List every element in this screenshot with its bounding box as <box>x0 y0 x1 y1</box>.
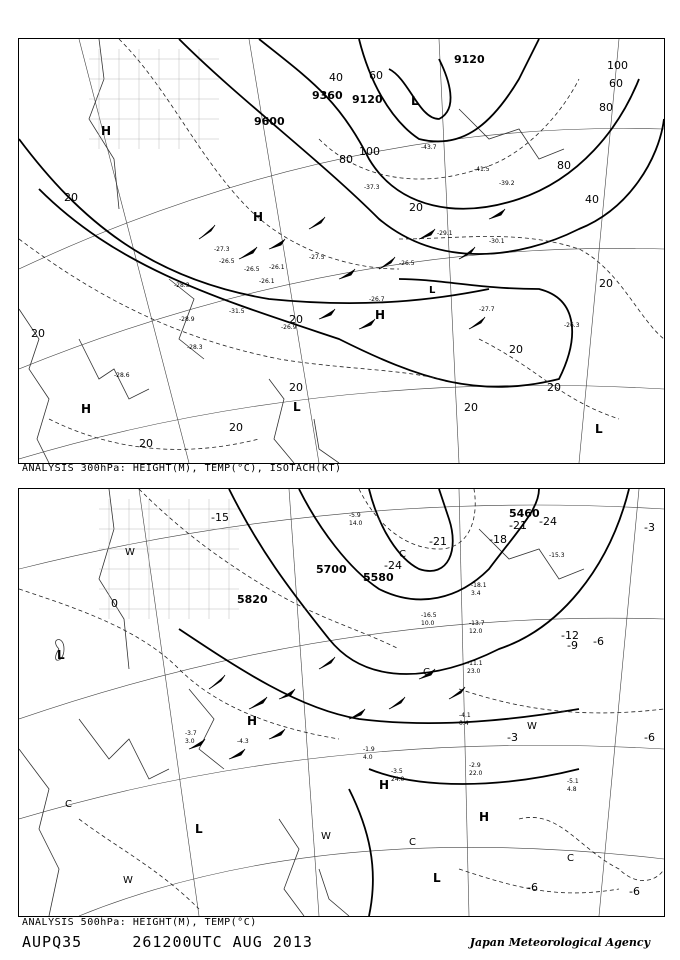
high-mark: H <box>101 124 112 138</box>
svg-text:-31.5: -31.5 <box>229 308 245 315</box>
height-labels <box>237 507 540 606</box>
svg-text:-26.3: -26.3 <box>564 322 580 329</box>
pressure-marks <box>57 648 489 885</box>
svg-text:C: C <box>567 853 574 864</box>
svg-text:W: W <box>527 721 537 732</box>
height-label: 5580 <box>363 571 394 584</box>
height-label: 9600 <box>254 115 285 128</box>
svg-text:-5.1: -5.1 <box>567 778 579 785</box>
isotach-label: 20 <box>229 421 243 434</box>
isotach-label: 20 <box>31 327 45 340</box>
isotach-label: 20 <box>289 381 303 394</box>
svg-text:C: C <box>423 667 430 678</box>
svg-text:-26.9: -26.9 <box>281 324 297 331</box>
svg-text:-26.1: -26.1 <box>259 278 275 285</box>
svg-text:3.4: 3.4 <box>471 590 481 597</box>
low-mark: L <box>595 422 603 436</box>
svg-text:-28.9: -28.9 <box>179 316 195 323</box>
svg-text:-26.1: -26.1 <box>269 264 285 271</box>
svg-text:-9: -9 <box>567 639 578 652</box>
isotach-label: 20 <box>599 277 613 290</box>
low-mark: L <box>293 400 301 414</box>
svg-text:C: C <box>409 837 416 848</box>
svg-text:-28.3: -28.3 <box>174 282 190 289</box>
isotach-label: 80 <box>599 101 613 114</box>
svg-text:12.0: 12.0 <box>469 628 483 635</box>
svg-text:4.8: 4.8 <box>567 786 577 793</box>
svg-text:-18: -18 <box>489 533 507 546</box>
isotach-label: 20 <box>289 313 303 326</box>
high-mark: H <box>253 210 264 224</box>
svg-text:-24: -24 <box>539 515 557 528</box>
svg-text:-12: -12 <box>561 629 579 642</box>
high-mark: H <box>479 810 490 824</box>
svg-text:22.0: 22.0 <box>469 770 483 777</box>
svg-text:W: W <box>125 547 135 558</box>
svg-text:-28.3: -28.3 <box>187 344 203 351</box>
low-mark: L <box>57 648 65 662</box>
svg-text:-26.5: -26.5 <box>399 260 415 267</box>
isotach-label: 20 <box>64 191 78 204</box>
svg-text:-13.7: -13.7 <box>469 620 485 627</box>
svg-text:4.0: 4.0 <box>363 754 373 761</box>
isotach-label: 20 <box>509 343 523 356</box>
svg-text:-26.5: -26.5 <box>244 266 260 273</box>
isotach-label: 20 <box>409 201 423 214</box>
svg-text:-6: -6 <box>629 885 640 898</box>
svg-text:-21: -21 <box>429 535 447 548</box>
svg-text:-3: -3 <box>507 731 518 744</box>
svg-text:-11.1: -11.1 <box>467 660 483 667</box>
svg-text:-1.9: -1.9 <box>363 746 375 753</box>
isotach-label: 100 <box>359 145 380 158</box>
svg-text:-30.1: -30.1 <box>489 238 505 245</box>
chart-300hpa-canvas <box>19 39 664 463</box>
svg-text:0: 0 <box>111 597 118 610</box>
low-mark: L <box>411 94 419 108</box>
isotach-label: 100 <box>607 59 628 72</box>
svg-text:-29.1: -29.1 <box>437 230 453 237</box>
svg-text:-24: -24 <box>384 559 402 572</box>
svg-text:-3.5: -3.5 <box>391 768 403 775</box>
isotach-label: 80 <box>557 159 571 172</box>
svg-text:-15.3: -15.3 <box>549 552 565 559</box>
svg-text:-3.7: -3.7 <box>185 730 197 737</box>
chart-500hpa <box>18 488 665 917</box>
valid-time: 261200UTC AUG 2013 <box>132 933 313 951</box>
dashed-contours <box>19 489 664 909</box>
svg-text:-27.5: -27.5 <box>309 254 325 261</box>
low-mark: L <box>433 871 441 885</box>
svg-text:-4.1: -4.1 <box>459 712 471 719</box>
svg-text:-39.2: -39.2 <box>499 180 515 187</box>
svg-text:C: C <box>65 799 72 810</box>
svg-text:-6: -6 <box>593 635 604 648</box>
low-mark: L <box>429 285 436 296</box>
height-label: 5700 <box>316 563 347 576</box>
svg-text:-4.3: -4.3 <box>237 738 249 745</box>
svg-text:10.0: 10.0 <box>421 620 435 627</box>
svg-text:-41.5: -41.5 <box>474 166 490 173</box>
height-label: 9360 <box>312 89 343 102</box>
coastlines <box>19 489 584 916</box>
svg-text:-3: -3 <box>644 521 655 534</box>
isotach-label: 60 <box>369 69 383 82</box>
isotach-label: 80 <box>339 153 353 166</box>
isotach-label: 20 <box>139 437 153 450</box>
height-label: 9120 <box>352 93 383 106</box>
graticule <box>19 39 664 463</box>
svg-text:-5.9: -5.9 <box>349 512 361 519</box>
isotach-label: 20 <box>464 401 478 414</box>
svg-text:W: W <box>123 875 133 886</box>
svg-text:-27.3: -27.3 <box>214 246 230 253</box>
low-mark: L <box>195 822 203 836</box>
chart-500hpa-canvas <box>19 489 664 916</box>
caption-500hpa: ANALYSIS 500hPa: HEIGHT(M), TEMP(°C) <box>22 917 257 928</box>
svg-text:-43.7: -43.7 <box>421 144 437 151</box>
svg-text:-26.7: -26.7 <box>369 296 385 303</box>
svg-text:-26.5: -26.5 <box>219 258 235 265</box>
high-mark: H <box>247 714 258 728</box>
caption-300hpa: ANALYSIS 300hPa: HEIGHT(M), TEMP(°C), ISOTACH(KT) <box>22 463 342 474</box>
svg-text:-6: -6 <box>644 731 655 744</box>
svg-text:3.0: 3.0 <box>185 738 195 745</box>
coastlines <box>19 39 564 463</box>
svg-text:-15: -15 <box>211 511 229 524</box>
svg-text:-18.1: -18.1 <box>471 582 487 589</box>
airmass-marks <box>65 547 574 886</box>
svg-text:-2.9: -2.9 <box>469 762 481 769</box>
svg-text:-37.3: -37.3 <box>364 184 380 191</box>
chart-300hpa <box>18 38 665 464</box>
svg-text:-27.7: -27.7 <box>479 306 495 313</box>
svg-text:-6: -6 <box>527 881 538 894</box>
height-label: 5460 <box>509 507 540 520</box>
svg-text:W: W <box>321 831 331 842</box>
product-header <box>22 933 313 951</box>
height-label: 5820 <box>237 593 268 606</box>
high-mark: H <box>81 402 92 416</box>
height-label: 9120 <box>454 53 485 66</box>
agency-name: Japan Meteorological Agency <box>469 936 650 949</box>
svg-text:14.0: 14.0 <box>349 520 363 527</box>
isotach-label: 20 <box>547 381 561 394</box>
isotach-label: 40 <box>585 193 599 206</box>
svg-text:24.0: 24.0 <box>391 776 405 783</box>
isotach-label: 60 <box>609 77 623 90</box>
svg-text:-16.5: -16.5 <box>421 612 437 619</box>
high-mark: H <box>379 778 390 792</box>
product-code: AUPQ35 <box>22 933 83 951</box>
svg-text:0.4: 0.4 <box>459 720 469 727</box>
svg-text:C: C <box>399 549 406 560</box>
svg-text:-21: -21 <box>509 519 527 532</box>
svg-text:23.0: 23.0 <box>467 668 481 675</box>
high-mark: H <box>375 308 386 322</box>
isotach-label: 40 <box>329 71 343 84</box>
svg-text:-28.6: -28.6 <box>114 372 130 379</box>
